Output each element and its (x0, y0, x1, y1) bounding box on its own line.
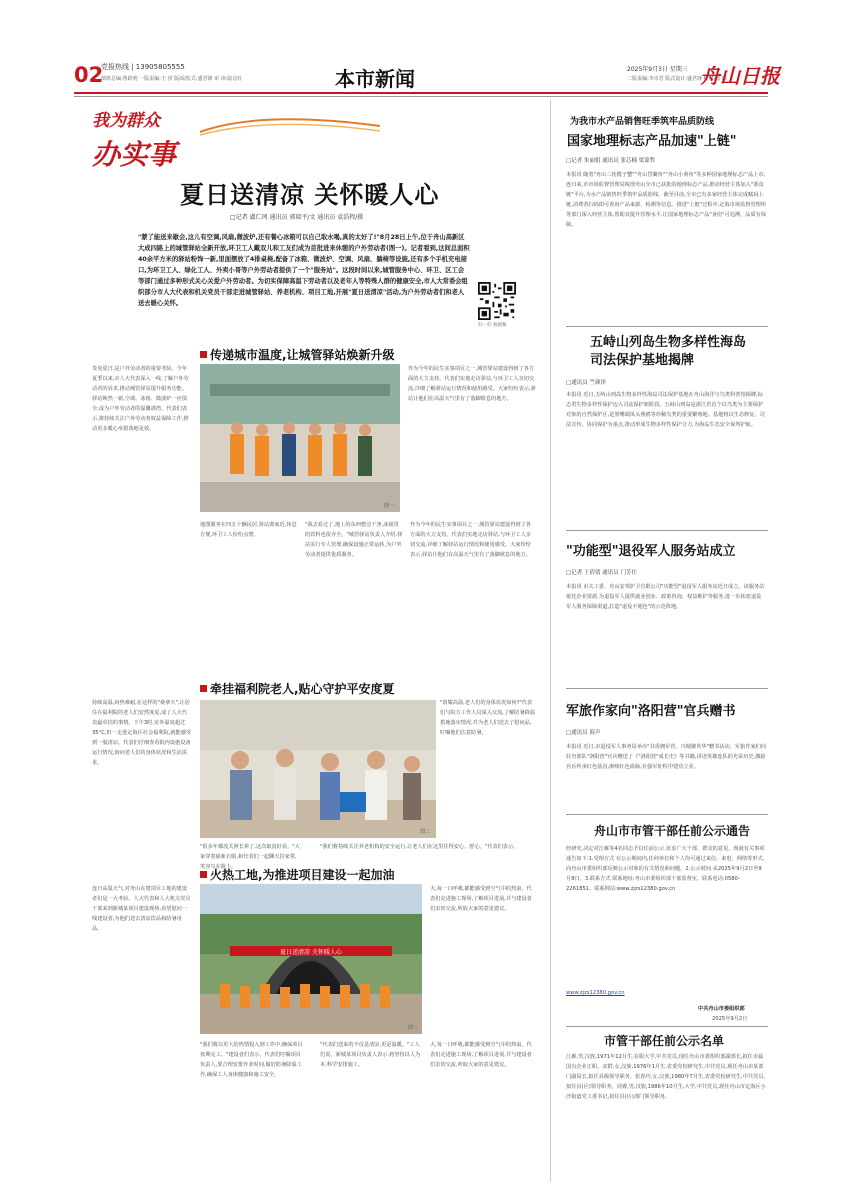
square-bullet-icon (200, 871, 207, 878)
feature-lead: "蒙了能送来歇会,这儿有空调,风扇,微波炉,还有餐心冰箱可以自己取水喝,真的太好了!"8月28日上午,位于舟山高新区大成四路上的城管驿站全新开放,环卫工人戴双儿和工友们成为首批进来休憩的户外劳动者(图一)。记者看到,这间总面积40余平方米的驿站粉饰一新,里面摆放了4排桌椅,配备了冰箱、微波炉、空调、风扇、躺椅等设施,还有多个手机充电接口,为环卫工人、绿化工人、外卖小哥等户外劳动者提供了一个"服务站"。这段时间以来,城管服务中心、环卫、区工会等部门通过多种形式关心关爱户外劳动者。为切实保障高温下劳动者以及老年人等特殊人群的健康安全,市人大常委会组织部分市人大代表和机关党员干部走进城管驿站、养老机构、项目工地,开展"夏日送清凉"活动,为户外劳动者们和老人送去暖心关怀。 (138, 234, 470, 307)
section-1-subhead-text: 传递城市温度,让城管驿站焕新升级 (210, 348, 395, 362)
article-3-body: 本报讯 市关工委、舟山安邦护卫有限公司"功能型"退役军人服务站近日成立。该服务站依托企业资源,为退役军人提供就业创业、政策咨询、权益维护等服务,进一步拓宽退役军人服务保障渠道,打造"退役不褪色"的示范阵地。 (566, 584, 765, 610)
photo-1-caption: 图一 (384, 503, 395, 509)
divider (566, 1026, 768, 1027)
section-3-col5: 大,每一口呼吸,都能感受到空气中的热浪。代表们走进施工现场,了解项目进展,并与建设者们亲切交流,听取大家的意见建议。 (430, 1042, 532, 1068)
article-1-kicker: 为我市水产品销售旺季筑牢品质防线 (570, 117, 715, 127)
divider (566, 326, 768, 327)
photo-3-caption: 图三 (408, 1025, 419, 1031)
section-title: 本市新闻 (335, 67, 415, 91)
notice-title: 舟山市市管干部任前公示通告 (594, 824, 751, 838)
article-2-title: 五峙山列岛生物多样性海岛司法保护基地揭牌 (590, 335, 747, 368)
feature-byline: □记者 盧仁珂 通讯员 郭瑞平/文 通讯员 袁浩程/摄 (230, 214, 364, 221)
section-2-col1: 持续高温,闷热难耐,在这样的"桑拿天",让居住在福利院的老人们安然度夏,成了人大代表最牵挂的事情。下午3时,室外温度超过35°C,但一走进定海区社会福利院,就能感受到一股清凉。代表们仔细查看院内设施设备运行情况,询问老人们的身体状况和生活需求。 (92, 700, 192, 766)
paper-logo: 舟山日报 (700, 64, 780, 88)
section-1-col4: "我去看过了,地上的东西整洁干净,冰箱里的饮料也很齐全。"城管驿站负责人介绍,驿站实行专人管理,确保设施正常运转,为户外劳动者提供优质服务。 (305, 522, 403, 558)
section-3-col4: "代表们送来的不仅是清凉,更是温暖。"工人们说。新城某项目负责人表示,将坚持以人为本,科学安排施工。 (320, 1042, 421, 1068)
qr-code[interactable] (478, 282, 516, 320)
brand-sun-decoration (200, 112, 380, 136)
section-1-col2: 作为今年的民生实事项目之一,城管驿站建设得到了各方面的大力支持。代表们实地走访驿站,与环卫工人亲切交流,详细了解驿站运行情况和使用感受。大家纷纷表示,驿站让他们在高温天气里有了落脚歇息的地方。 (408, 366, 536, 402)
editors-right: 二版责编:李卓君 版式设计:盛君锋 校对:陆 琼 (627, 76, 727, 82)
qr-caption: 扫一扫 看视频 (478, 323, 507, 328)
feature-headline: 夏日送清凉 关怀暖人心 (180, 180, 440, 209)
divider (566, 814, 768, 815)
divider (566, 688, 768, 689)
brand-top: 我为群众 (92, 111, 160, 131)
article-1-title: 国家地理标志产品加速"上链" (567, 134, 737, 149)
article-2-byline: □通讯员 竺颜泽 (566, 380, 606, 386)
section-3-subhead-text: 火热工地,为推进项目建设一起加油 (210, 868, 395, 882)
article-4-body: 本报讯 近日,市退役军人事务局举办"书香拥军营、兴城聚英华"赠书活动。军旅作家们向驻舟部队"洛阳营"官兵赠送了《"洛阳营"成长史》等书籍,讲述英雄连队的光荣历史,激励官兵传承红色基因,赓续红色血脉,在强军征程中建功立业。 (566, 744, 766, 770)
square-bullet-icon (200, 685, 207, 692)
photo-2-caption: 图二 (420, 829, 431, 835)
page-number: 02 (74, 63, 104, 87)
notice-body: 经研究,决定对江雁等4名同志予以任前公示,征求广大干部、群众的意见。现就有关事项通告如下:1.受理方式 在公示期间内,任何单位和个人均可通过来信、来电、网络等形式,向舟山市委组织部反映公示对象的有关情况和问题。2.公示时间 从2025年9月2日至9月8日。3.联系方式 联系地址:舟山市委组织部干部监督室。联系电话:0580-2261851。联系网站:www.zjzs12380.gov.cn (566, 846, 765, 892)
notice-link[interactable]: www.zjzs12380.gov.cn (566, 990, 625, 996)
list-body: 江雁,男,汉族,1971年12月生,在职大学,中共党员,现任舟山市委组织部副部长,拟任市属国有企业正职。宋群,女,汉族,1976年1月生,省委党校研究生,中共党员,现任舟山市某部门副局长,拟任县级领导职务。张春玲,女,汉族,1980年7月生,省委党校研究生,中共党员,拟任县(区)领导职务。周睿,男,汉族,1986年10月生,大学,中共党员,现任舟山市定海区小沙街道党工委书记,拟任县(区)部门领导职务。 (566, 1054, 766, 1100)
section-3-col2: 大,每一口呼吸,都能感受到空气中的热浪。代表们走进施工现场,了解项目进展,并与建设者们亲切交流,听取大家的意见建议。 (430, 886, 532, 912)
article-4-title: 军旅作家向"洛阳营"官兵赠书 (566, 704, 736, 719)
divider (566, 530, 768, 531)
article-1-byline: □记者 朱丽娟 通讯员 张芯楠 梁蒙哲 (566, 158, 656, 164)
notice-signer: 中共舟山市委组织部 (698, 1006, 745, 1012)
photo-1 (200, 364, 400, 512)
masthead-thin-rule (74, 96, 768, 97)
section-1-subhead (200, 346, 395, 363)
photo-3 (200, 884, 422, 1034)
section-2-col2: "消耀高温,老人们的身体状况如何?"代表们与院方工作人员深入交流,了解防暑降温措施落实情况,并为老人们送去了慰问品,叮嘱他们注意防暑。 (440, 700, 536, 736)
section-2-photo-caption-1: "很多年都没关照长辈了,这次取真好看。"大家穿着崭新衣服,和代表们一起聊天拉家常,笑容写在脸上。 (200, 844, 300, 870)
square-bullet-icon (200, 351, 207, 358)
section-3-col3: "我们将以更大的热情投入到工作中,确保项目按期完工。"建设者们表示。代表们叮嘱项目负责人,要合理安排作业时间,做好防暑降温工作,确保工人身体健康和施工安全。 (200, 1042, 303, 1078)
masthead-rule (74, 92, 768, 94)
section-3-subhead (200, 866, 395, 883)
section-1-col3: 地图服务在四五十辆民居,驿站离家近,休息方便,环卫工人纷纷点赞。 (200, 522, 297, 538)
section-2-col4: "我们将持续关注养老机构的安全运行,让老人们在这里住得安心、舒心。"代表们表示。 (320, 844, 519, 850)
article-3-byline: □记者 王倩倩 通讯员 门芳住 (566, 570, 637, 576)
article-1-body: 本报讯 随着"舟山三抚榄子蟹""舟山岱衢鱼""舟山小黄鱼"等多种国家地理标志产品上市,连日来,市市场监督管理局梳理舟山全市已获批的地理标志产品,推动经营主体加入"浙食链"平台,为水产品销售旺季筑牢品质防线。截至目前,全市已有多家经营主体完成赋码上链,消费者扫码即可查询产品来源、检测等信息。推进"上链"过程中,定海市场监督管理所等部门深入经营主体,帮助其提升管理水平,让国家地理标志产品"身份"可追溯、品质有保障。 (566, 172, 766, 228)
issue-date: 2025年9月3日 星期三 (627, 66, 688, 73)
article-2-body: 本报讯 近日,五峙山列岛生物多样性海岛司法保护基地在舟山海洋与鸟类科普馆揭牌,标志着生物多样性保护迈入司法保护新阶段。五峙山列岛是浙江省首个以鸟类为主要保护对象的自然保护区,是黑嘴端凤头燕鸥等珍稀鸟类的重要繁殖地。基地将以生态修复、司法宣传、协同保护为重点,推动形成生物多样性保护合力,为海岛生态安全保驾护航。 (566, 392, 765, 428)
section-1-col5: 作为今年的民生实事项目之一,城管驿站建设得到了各方面的大力支持。代表们实地走访驿站,与环卫工人亲切交流,详细了解驿站运行情况和使用感受。大家纷纷表示,驿站让他们在高温天气里有了落脚歇息的地方。 (410, 522, 531, 558)
photo-2 (200, 700, 436, 838)
section-3-col1: 连日高温天气,对舟山在建项目工地的建设者们是一大考验。人大代表和人大机关党员干部来到新城某项目建设现场,看望慰问一线建设者,为他们送去清凉饮品和防暑用品。 (92, 886, 191, 932)
section-2-subhead-text: 牵挂福利院老人,贴心守护平安度夏 (210, 682, 395, 696)
section-1-col1: 炎炎夏日,是户外劳动者的重要考验。今年夏季以来,市人大代表深入一线,了解户外劳动者的诉求,推动城管驿站提升服务功能。驿站焕然一新,空调、冰箱、微波炉一应俱全,成为户外劳动者的温馨港湾。代表们表示,将持续关注户外劳动者权益保障工作,推动更多暖心举措落地见效。 (92, 366, 189, 432)
section-2-subhead (200, 680, 395, 697)
column-brand (92, 106, 176, 173)
photo-3-banner-text: 夏日送清凉 关怀暖人心 (280, 949, 342, 956)
brand-bottom: 办实事 (92, 138, 177, 171)
list-title: 市管干部任前公示名单 (604, 1034, 725, 1048)
editors-left: 值班总编:鲁跃明 一版责编:王 滢 版面/监式:盛君锋 审 读:陆洁红 (101, 76, 243, 82)
hotline: 党报热线 | 13905805555 (101, 63, 185, 71)
notice-sign-date: 2025年9月2日 (712, 1016, 748, 1022)
article-4-byline: □通讯员 海声 (566, 730, 601, 736)
article-3-title: "功能型"退役军人服务站成立 (566, 544, 736, 559)
